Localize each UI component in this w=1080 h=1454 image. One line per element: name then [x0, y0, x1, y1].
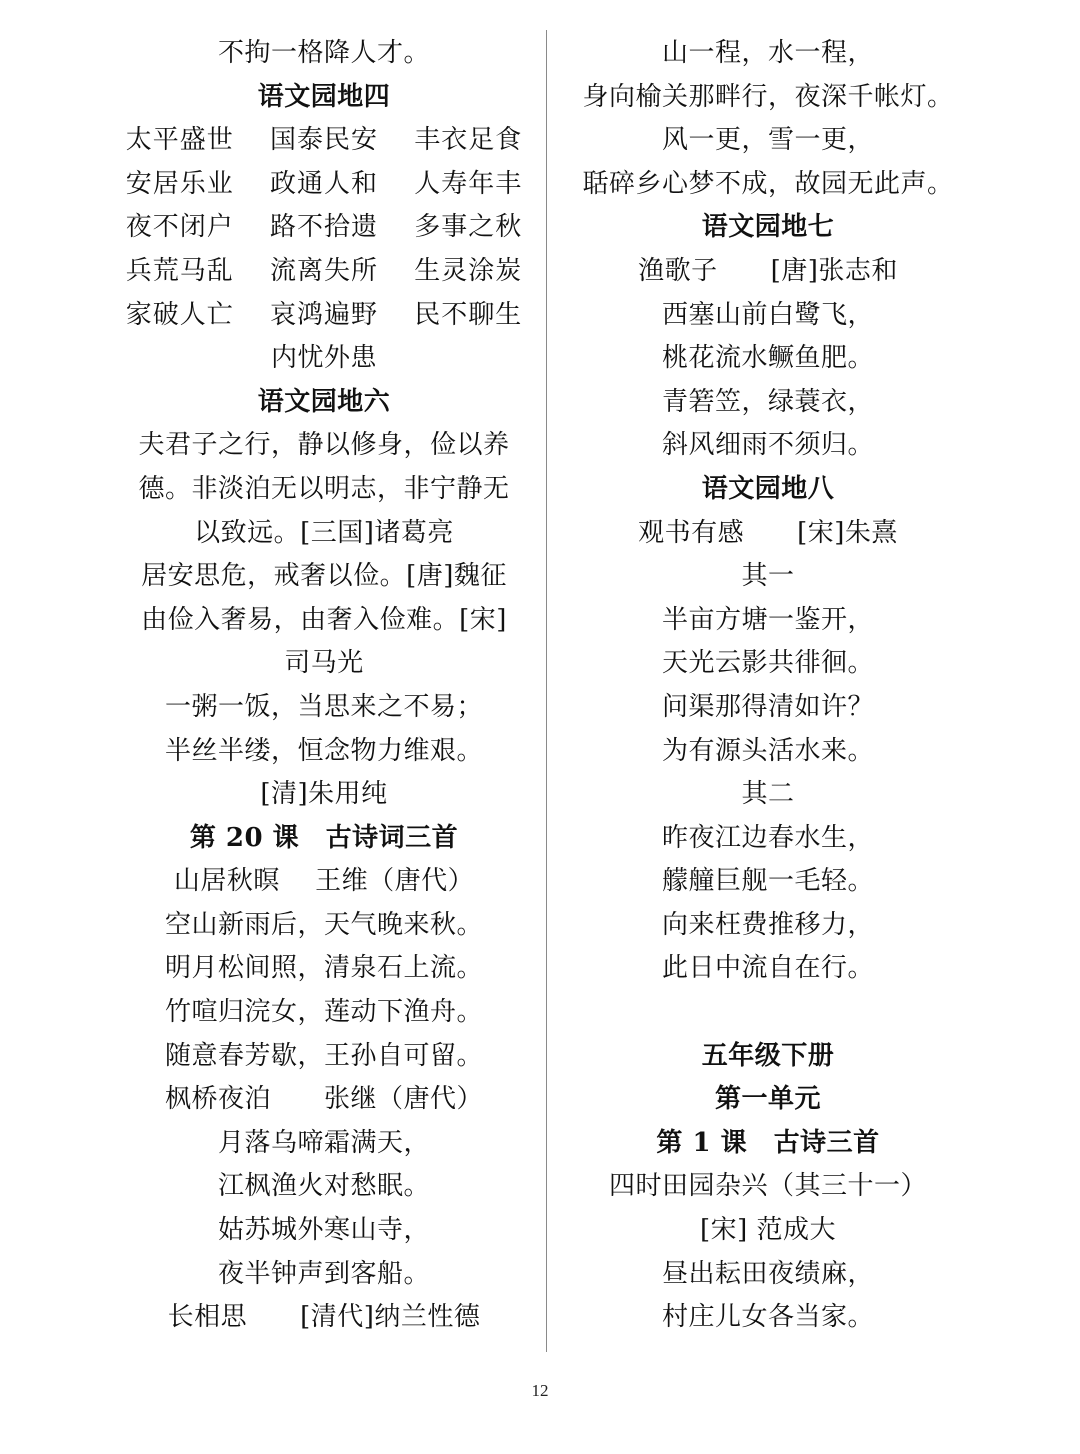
poem-subtitle: 其二 — [741, 779, 795, 810]
text-line: 德。非淡泊无以明志，非宁静无 — [138, 473, 510, 504]
lesson-title: 第 1 课 古诗三首 — [656, 1127, 880, 1158]
poem-line: 竹喧归浣女，莲动下渔舟。 — [164, 997, 483, 1028]
poem-title: 四时田园杂兴（其三十一） — [608, 1171, 927, 1202]
section-heading: 语文园地七 — [701, 212, 835, 243]
text-line: 半丝半缕，恒念物力维艰。 — [164, 735, 483, 766]
idiom-row: 兵荒马乱 流离失所 生灵涂炭 — [125, 255, 523, 286]
poem-line: 明月松间照，清泉石上流。 — [164, 953, 483, 984]
left-text-column — [108, 32, 540, 1340]
poem-line: 夜半钟声到客船。 — [217, 1258, 430, 1289]
grade-heading: 五年级下册 — [701, 1040, 835, 1071]
text-line: 一粥一饭，当思来之不易； — [164, 691, 483, 722]
poem-line: 桃花流水鳜鱼肥。 — [661, 343, 874, 374]
poem-line: 天光云影共徘徊。 — [661, 648, 874, 679]
section-heading: 语文园地四 — [257, 81, 391, 112]
section-heading: 语文园地八 — [701, 473, 835, 504]
idiom-row: 安居乐业 政通人和 人寿年丰 — [125, 168, 523, 199]
poem-line: 西塞山前白鹭飞， — [661, 299, 874, 330]
poem-title: 长相思 [清代]纳兰性德 — [167, 1302, 481, 1333]
poem-title: 山居秋暝 王维（唐代） — [173, 866, 475, 897]
text-line: [清]朱用纯 — [260, 779, 388, 810]
poem-line: 昼出耘田夜绩麻， — [661, 1258, 874, 1289]
poem-line: 艨艟巨舰一毛轻。 — [661, 866, 874, 897]
poem-line: 月落乌啼霜满天， — [217, 1127, 430, 1158]
poem-line: 问渠那得清如许？ — [661, 691, 874, 722]
text-line: 夫君子之行，静以修身，俭以养 — [138, 430, 510, 461]
poem-line: 村庄儿女各当家。 — [661, 1302, 874, 1333]
text-line: 居安思危，戒奢以俭。[唐]魏征 — [141, 561, 507, 592]
idiom-row: 太平盛世 国泰民安 丰衣足食 — [125, 125, 523, 156]
unit-heading: 第一单元 — [714, 1084, 821, 1115]
poem-line: 随意春芳歇，王孙自可留。 — [164, 1040, 483, 1071]
poem-line: 山一程，水一程， — [661, 38, 874, 68]
poem-title: 渔歌子 [唐]张志和 — [638, 255, 898, 286]
right-text-column — [552, 32, 984, 1340]
poem-subtitle: 其一 — [741, 561, 795, 592]
poem-line: 风一更，雪一更， — [661, 125, 874, 156]
poem-line: 斜风细雨不须归。 — [661, 430, 874, 461]
poem-title: 枫桥夜泊 张继（唐代） — [164, 1084, 483, 1115]
poem-line: 身向榆关那畔行，夜深千帐灯。 — [582, 81, 954, 112]
page-number: 12 — [531, 1381, 549, 1400]
poem-author: [宋] 范成大 — [699, 1215, 837, 1246]
poem-line: 向来枉费推移力， — [661, 909, 874, 940]
poem-line: 半亩方塘一鉴开， — [661, 604, 874, 635]
poem-line: 昨夜江边春水生， — [661, 822, 874, 853]
poem-line: 此日中流自在行。 — [661, 953, 874, 984]
idiom-row: 家破人亡 哀鸿遍野 民不聊生 — [125, 299, 523, 330]
poem-line: 空山新雨后，天气晚来秋。 — [164, 909, 483, 940]
blank-line — [552, 991, 984, 1035]
poem-line: 聒碎乡心梦不成，故园无此声。 — [582, 168, 954, 199]
section-heading: 语文园地六 — [257, 386, 391, 417]
text-line: 以致远。[三国]诸葛亮 — [194, 517, 454, 548]
idiom-row: 夜不闭户 路不拾遗 多事之秋 — [125, 212, 523, 243]
poem-line: 姑苏城外寒山寺， — [217, 1215, 430, 1246]
poem-line: 青箬笠，绿蓑衣， — [661, 386, 874, 417]
text-line: 内忧外患 — [270, 343, 377, 374]
text-line: 由俭入奢易，由奢入俭难。[宋] — [141, 604, 507, 635]
lesson-title: 第 20 课 古诗词三首 — [189, 822, 459, 853]
poem-line: 为有源头活水来。 — [661, 735, 874, 766]
column-divider — [546, 30, 547, 1352]
text-line: 司马光 — [284, 648, 364, 679]
poem-title: 观书有感 [宋]朱熹 — [638, 517, 898, 548]
poem-line: 江枫渔火对愁眠。 — [217, 1171, 430, 1202]
text-line: 不拘一格降人才。 — [217, 38, 430, 68]
